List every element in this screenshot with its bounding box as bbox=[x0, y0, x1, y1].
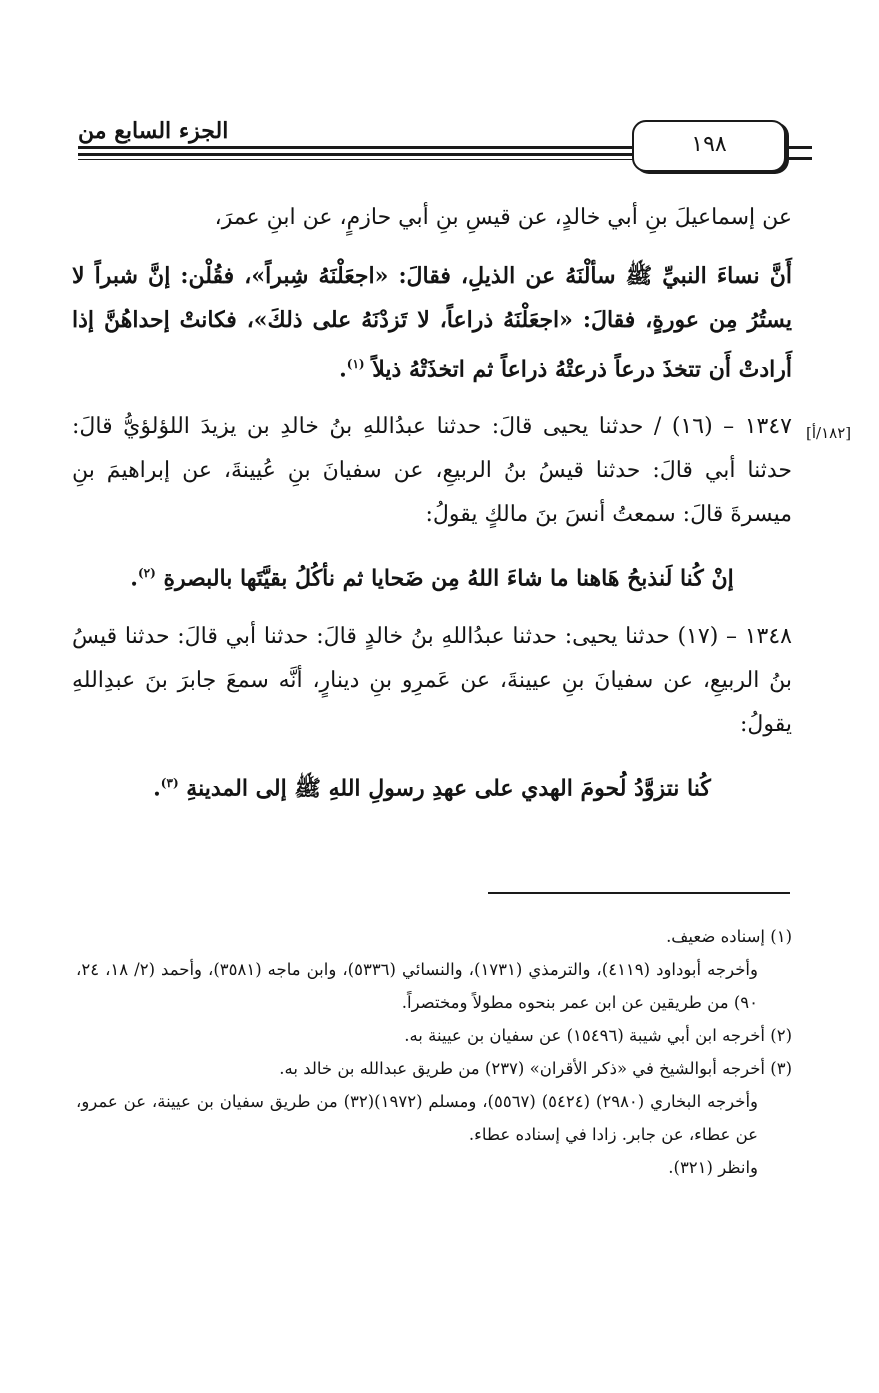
paragraph-text: عن إسماعيلَ بنِ أبي خالدٍ، عن قيسِ بنِ أبي حازمٍ، عن ابنِ عمرَ، bbox=[214, 205, 792, 230]
footnote-ref-1: (١) bbox=[346, 357, 365, 371]
page-header bbox=[78, 108, 794, 168]
footnote-3: (٣) أخرجه أبوالشيخ في «ذكر الأقران» (٢٣٧) من طريق عبدالله بن خالد به. bbox=[279, 1059, 792, 1078]
running-header-title: الجزء السابع من bbox=[78, 118, 229, 144]
paragraph-text: ١٣٤٨ – (١٧) حدثنا يحيى: حدثنا عبدُاللهِ بنُ خالدٍ قالَ: حدثنا أبي قالَ: حدثنا قيسُ بنُ الربيعِ، عن سفيانَ بنِ عيينةَ، عن عَمرِو بنِ دينارٍ، أنَّه سمعَ جابرَ بنَ عبدِاللهِ يقولُ: bbox=[72, 623, 792, 737]
footnote-ref-2: (٢) bbox=[137, 566, 156, 581]
footnote-3-see-also: وانظر (٣٢١). bbox=[668, 1158, 758, 1177]
paragraph-text: ١٣٤٧ – (١٦) / حدثنا يحيى قالَ: حدثنا عبدُاللهِ بنُ خالدِ بن يزيدَ اللؤلؤيُّ قالَ: حدثنا أبي قالَ: حدثنا قيسُ بنُ الربيعِ، عن سفيانَ بنِ عُيينةَ، عن إبراهيمَ بنِ ميسرةَ قالَ: سمعتُ أنسَ بنَ مالكٍ يقولُ: bbox=[72, 414, 792, 528]
manuscript-folio-note: [١٨٢/أ] bbox=[806, 424, 852, 442]
paragraph-end: . bbox=[153, 774, 161, 801]
footnote-1-continuation: وأخرجه أبوداود (٤١١٩)، والترمذي (١٧٣١)، والنسائي (٥٣٣٦)، وابن ماجه (٣٥٨١)، وأحمد (٢/ ١٨، ٢٤، ٩٠) من طريقين عن ابن عمر بنحوه مطولاً ومختصراً. bbox=[76, 960, 758, 1012]
paragraph-text: أَنَّ نساءَ النبيِّ ﷺ سألْنَهُ عن الذيلِ، فقالَ: «اجعَلْنَهُ شِبراً»، فقُلْن: إنَّ شبراً لا يستُرُ مِن عورةٍ، فقالَ: «اجعَلْنَهُ ذراعاً، لا تَزدْنَهُ على ذلكَ»، فكانتْ إحداهُنَّ إذا أَرادتْ أَن تتخذَ درعاً ذرعتْهُ ذراعاً ثم اتخذَتْهُ ذيلاً bbox=[72, 263, 792, 383]
hadith-text-2 bbox=[72, 551, 792, 600]
page-number: ١٩٨ bbox=[632, 120, 786, 172]
paragraph-text: إنْ كُنا لَنذبحُ هَاهنا ما شاءَ اللهُ مِن ضَحايا ثم نأكُلُ بقيَّتَها بالبصرةِ bbox=[163, 565, 734, 592]
footnotes bbox=[76, 920, 792, 1184]
footnote-ref-3: (٣) bbox=[160, 775, 179, 790]
paragraph-text: كُنا نتزوَّدُ لُحومَ الهدي على عهدِ رسولِ اللهِ ﷺ إلى المدينةِ bbox=[186, 774, 711, 801]
header-rule-tail bbox=[786, 146, 812, 160]
hadith-1347-isnad bbox=[72, 405, 792, 537]
hadith-1348-isnad bbox=[72, 615, 792, 747]
main-text bbox=[72, 196, 792, 824]
chain-of-narration-1 bbox=[72, 196, 792, 240]
hadith-text-1 bbox=[72, 254, 792, 391]
paragraph-end: . bbox=[339, 356, 347, 383]
hadith-text-3 bbox=[72, 761, 792, 810]
footnote-1: (١) إسناده ضعيف. bbox=[666, 927, 792, 946]
paragraph-end: . bbox=[130, 565, 138, 592]
footnote-divider bbox=[488, 892, 790, 894]
footnote-3-continuation: وأخرجه البخاري (٢٩٨٠) (٥٤٢٤) (٥٥٦٧)، ومسلم (١٩٧٢)(٣٢) من طريق سفيان بن عيينة، عن عمرو، عن عطاء، عن جابر. زادا في إسناده عطاء. bbox=[76, 1092, 758, 1144]
footnote-2: (٢) أخرجه ابن أبي شيبة (١٥٤٩٦) عن سفيان بن عيينة به. bbox=[404, 1026, 792, 1045]
